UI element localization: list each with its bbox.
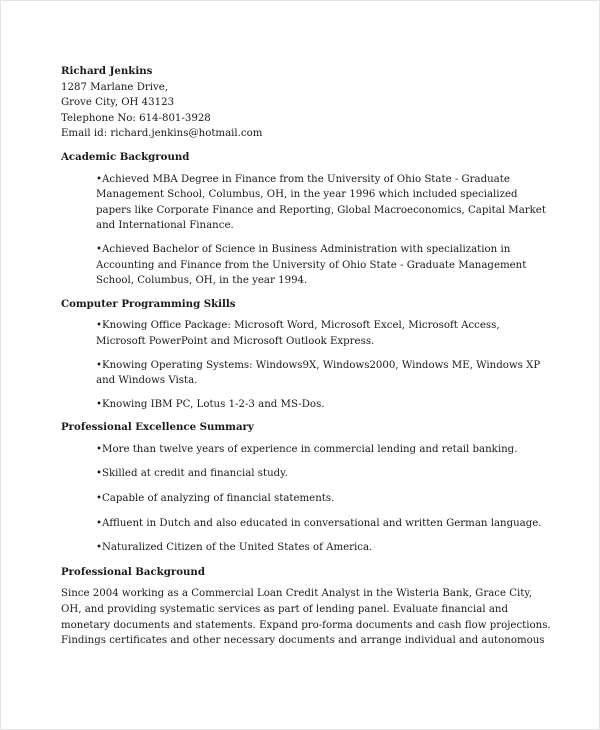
- programming-item: •Knowing IBM PC, Lotus 1-2-3 and MS-Dos.: [96, 398, 325, 410]
- programming-section: [61, 297, 551, 413]
- telephone: Telephone No: 614-801-3928: [61, 112, 211, 124]
- excellence-item: •Affluent in Dutch and also educated in conversational and written German language.: [96, 517, 542, 529]
- excellence-heading: Professional Excellence Summary: [61, 421, 254, 434]
- academic-section: [61, 150, 551, 289]
- excellence-item: •More than twelve years of experience in commercial lending and retail banking.: [96, 443, 518, 455]
- excellence-item: •Capable of analyzing of financial statements.: [96, 493, 335, 505]
- programming-heading: Computer Programming Skills: [61, 297, 236, 310]
- email: Email id: richard.jenkins@hotmail.com: [61, 128, 263, 140]
- contact-block: [61, 64, 551, 142]
- academic-item: •Achieved MBA Degree in Finance from the University of Ohio State - Graduate Management School, Columbus, OH, in the year 1996 which included specialized papers like Corporate Finance and Reporting, Global Macroeconomics, Capital Market and International Finance.: [96, 173, 546, 232]
- address-line-2: Grove City, OH 43123: [61, 97, 175, 109]
- excellence-item: •Naturalized Citizen of the United States of America.: [96, 542, 373, 554]
- address-line-1: 1287 Marlane Drive,: [61, 81, 169, 93]
- excellence-item: •Skilled at credit and financial study.: [96, 468, 288, 480]
- programming-item: •Knowing Office Package: Microsoft Word, Microsoft Excel, Microsoft Access, Microsoft PowerPoint and Microsoft Outlook Express.: [96, 320, 500, 347]
- candidate-name: Richard Jenkins: [61, 65, 153, 77]
- excellence-section: [61, 420, 551, 556]
- programming-item: •Knowing Operating Systems: Windows9X, Windows2000, Windows ME, Windows XP and Windows Vista.: [96, 359, 541, 387]
- academic-heading: Academic Background: [61, 150, 190, 163]
- academic-item: •Achieved Bachelor of Science in Business Administration with specialization in Accounting and Finance from the University of Ohio State - Graduate Management School, Columbus, OH, in the year 1994.: [96, 243, 527, 287]
- background-heading: Professional Background: [61, 565, 205, 578]
- background-text: Since 2004 working as a Commercial Loan Credit Analyst in the Wisteria Bank, Grace City, OH, and providing systematic services as part of lending panel. Evaluate financial and monetary documents and statements. Expand pro-forma documents and cash flow projections. Findings certificates and other necessary documents and arrange individual and autonomous: [61, 588, 551, 647]
- background-section: [61, 565, 551, 649]
- resume-page: [61, 64, 551, 649]
